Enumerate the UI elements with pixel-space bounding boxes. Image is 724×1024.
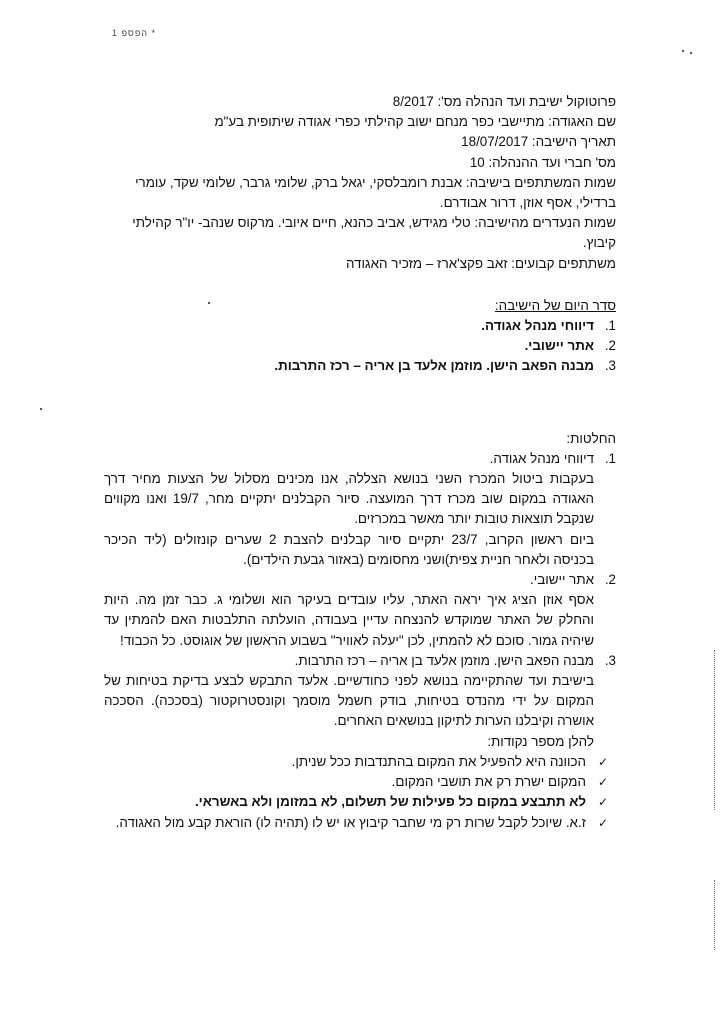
fax-stamp: הפספ 1 * <box>112 28 157 38</box>
scan-margin-mark <box>714 880 719 950</box>
scan-speck <box>40 408 42 410</box>
decision-item-title: אתר יישובי. <box>530 572 594 588</box>
scan-speck <box>208 302 210 304</box>
scan-margin-mark <box>714 650 719 810</box>
agenda-item-number: 1. <box>604 318 616 334</box>
decision-paragraph: בעקבות ביטול המכרז השני בנושא הצללה, אנו מכינים מסלול של הצעות מחיר דרך האגודה במקום שוב מכרז דרך המועצה. סיור הקבלנים יתקיים מחר, 19/7 ואנו מקווים שנקבל תוצאות טובות יותר מאשר במכרזים. <box>104 471 594 527</box>
agenda-item-text: דיווחי מנהל אגודה. <box>481 318 594 334</box>
board-members-count: מס' חברי ועד ההנהלה: 10 <box>469 154 616 170</box>
permanent-participants: משתתפים קבועים: זאב פקצ'ארז – מזכיר האגודה <box>345 255 616 271</box>
decision-item-number: 2. <box>604 572 616 588</box>
protocol-title: פרוטוקול ישיבת ועד הנהלה מס': 8/2017 <box>392 94 616 109</box>
meeting-date: תאריך הישיבה: 18/07/2017 <box>461 134 616 150</box>
decision-item-title: דיווחי מנהל אגודה. <box>489 450 594 466</box>
points-intro: להלן מספר נקודות: <box>487 733 594 749</box>
decision-item-header <box>104 449 616 469</box>
decision-item-header <box>104 651 616 671</box>
agenda-item <box>104 336 616 356</box>
scan-speck <box>690 52 692 54</box>
decision-item-header <box>104 570 616 590</box>
agenda-title: סדר היום של הישיבה: <box>494 297 616 313</box>
scan-speck <box>682 50 684 52</box>
decision-paragraph: ביום ראשון הקרוב, 23/7 יתקיים סיור קבלנים להצבת 2 שערים קונזולים (ליד הכיכר בכניסה ולאחר חניית צפית)ושני מחסומים (באזור גבעת הילדים). <box>104 531 594 567</box>
checkmark-icon: ✓ <box>597 815 608 830</box>
point-text: לא תתבצע במקום כל פעילות של תשלום, לא במזומן ולא באשראי. <box>194 794 586 810</box>
agenda-item-text: אתר יישובי. <box>524 338 594 354</box>
list-item <box>104 772 616 792</box>
participants: שמות המשתתפים בישיבה: אבנת רומבלסקי, יגאל ברק, שלומי גרבר, שלומי שקד, עומרי ברדילי, אסף אוזן, דרור אבודרם. <box>135 174 616 211</box>
absentees: שמות הנעדרים מהישיבה: טלי מגידש, אביב כהנא, חיים איובי. מרקוס שנהב- יו"ר קהילתי קיבוץ. <box>132 215 616 251</box>
decisions-title: החלטות: <box>566 430 616 446</box>
agenda-item <box>104 356 616 376</box>
list-item <box>104 792 616 812</box>
list-item <box>104 813 616 833</box>
point-text: הכוונה היא להפעיל את המקום בהתנדבות ככל שניתן. <box>291 753 586 769</box>
agenda-list <box>104 316 616 377</box>
decision-item-number: 1. <box>604 450 616 466</box>
agenda-item <box>104 316 616 336</box>
protocol-document <box>104 92 616 833</box>
point-text: המקום ישרת רק את תושבי המקום. <box>391 774 586 790</box>
point-text: ז.א. שיוכל לקבל שרות רק מי שחבר קיבוץ או יש לו (תהיה לו) הוראת קבע מול האגודה. <box>115 814 586 830</box>
list-item <box>104 752 616 772</box>
points-list <box>104 752 616 833</box>
checkmark-icon: ✓ <box>597 775 608 790</box>
agenda-item-number: 2. <box>604 338 616 354</box>
agenda-item-number: 3. <box>604 358 616 374</box>
association-name: שם האגודה: מתיישבי כפר מנחם ישוב קהילתי כפרי אגודה שיתופית בע"מ <box>214 114 616 130</box>
decision-paragraph: בישיבת ועד שהתקיימה בנושא לפני כחודשיים. אלעד התבקש לבצע בדיקת בטיחות של המקום על ידי מהנדס בטיחות, בודק חשמל מוסמך וקונסטרוקטור (בסככה). הסככה אושרה וקיבלנו הערות לתיקון בנושאים האחרים. <box>104 673 594 729</box>
checkmark-icon: ✓ <box>597 754 608 769</box>
checkmark-icon: ✓ <box>597 795 608 810</box>
decision-item-title: מבנה הפאב הישן. מוזמן אלעד בן אריה – רכז התרבות. <box>294 652 594 668</box>
decision-paragraph: אסף אוזן הציג איך יראה האתר, עליו עובדים בעיקר הוא ושלומי ג. כבר זמן מה. היות והחלק של האתר שמוקדש להנצחה עדיין בעבודה, הועלתה התלבטות האם להמתין עד שיהיה גמור. סוכם לא להמתין, לכן "יעלה לאוויר" בשבוע הראשון של אוגוסט. כל הכבוד! <box>104 592 594 648</box>
agenda-item-text: מבנה הפאב הישן. מוזמן אלעד בן אריה – רכז התרבות. <box>274 358 594 374</box>
decision-item-number: 3. <box>604 652 616 668</box>
